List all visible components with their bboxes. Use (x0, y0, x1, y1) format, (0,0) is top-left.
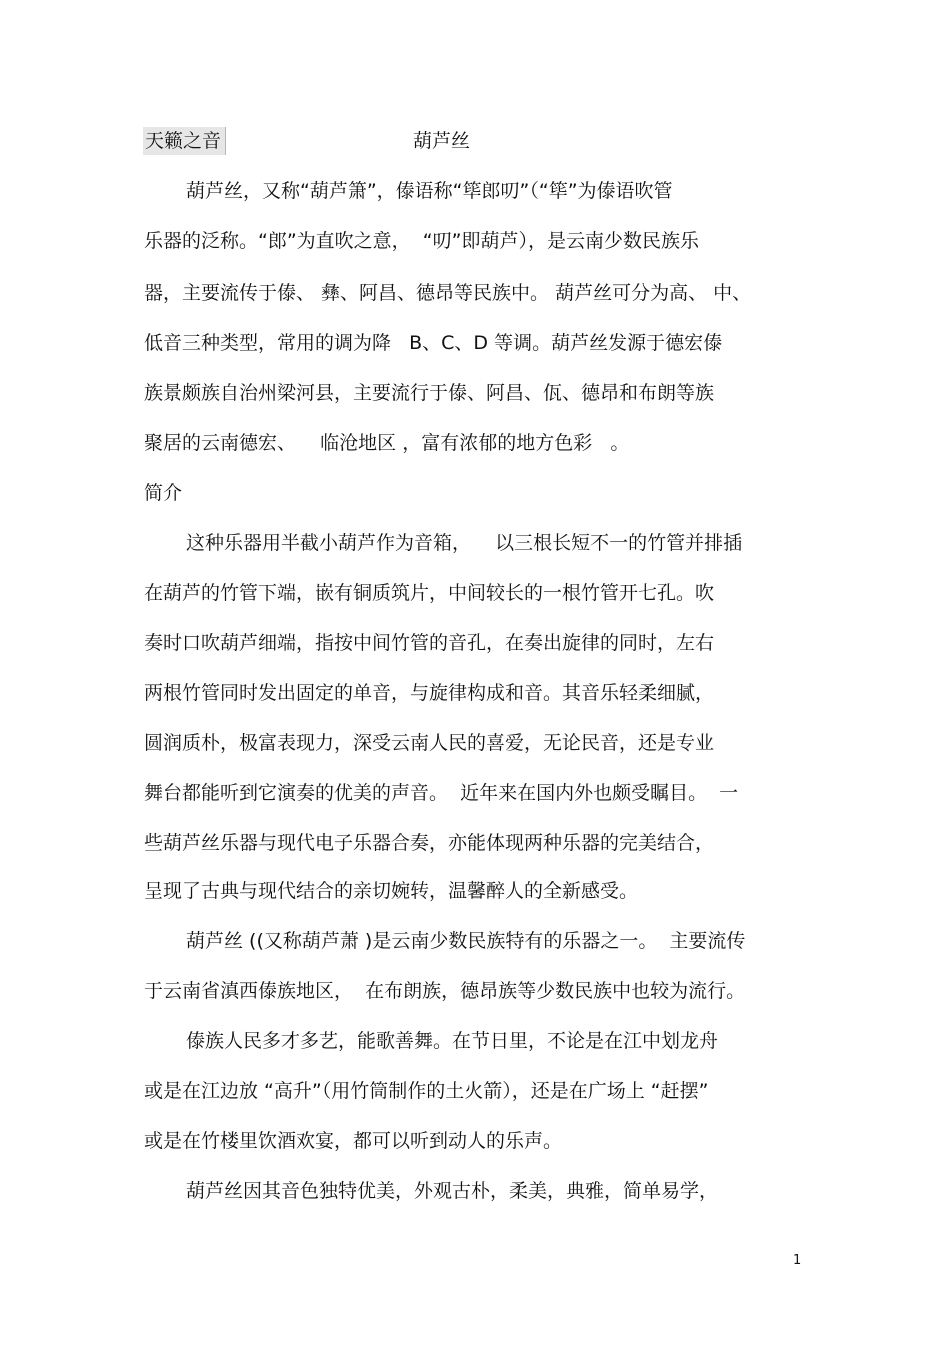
text-line: 或是在竹楼里饮酒欢宴，都可以听到动人的乐声。 (144, 1130, 563, 1152)
text-line: 些葫芦丝乐器与现代电子乐器合奏，亦能体现两种乐器的完美结合， (144, 832, 715, 854)
text-line: 舞台都能听到它演奏的优美的声音。 近年来在国内外也颇受瞩目。 一 (144, 782, 739, 804)
text-line: 乐器的泛称。“郎”为直吹之意， “叨”即葫芦），是云南少数民族乐 (144, 230, 699, 252)
text-line: 两根竹管同时发出固定的单音，与旋律构成和音。其音乐轻柔细腻， (144, 682, 715, 704)
text-line: 葫芦丝 ((又称葫芦萧 )是云南少数民族特有的乐器之一。 主要流传 (186, 930, 746, 952)
text-line: 葫芦丝因其音色独特优美，外观古朴，柔美，典雅，简单易学， (186, 1180, 719, 1202)
text-line: 于云南省滇西傣族地区， 在布朗族，德昂族等少数民族中也较为流行。 (144, 980, 746, 1002)
text-line: 器，主要流传于傣、 彝、阿昌、德昂等民族中。 葫芦丝可分为高、 中、 (144, 282, 752, 304)
header-tag: 天籁之音 (143, 127, 226, 155)
text-line: 奏时口吹葫芦细端，指按中间竹管的音孔，在奏出旋律的同时，左右 (144, 632, 715, 654)
text-line: 或是在江边放 “高升”（用竹筒制作的土火箭），还是在广场上 “赶摆” (144, 1080, 709, 1102)
section-heading: 简介 (144, 482, 183, 504)
text-line: 族景颇族自治州梁河县，主要流行于傣、阿昌、佤、德昂和布朗等族 (144, 382, 715, 404)
text-line: 呈现了古典与现代结合的亲切婉转，温馨醉人的全新感受。 (144, 880, 639, 902)
text-line: 这种乐器用半截小葫芦作为音箱， 以三根长短不一的竹管并排插 (186, 532, 743, 554)
text-line: 葫芦丝，又称“葫芦箫”，傣语称“筚郎叨”（“筚”为傣语吹管 (186, 180, 673, 202)
text-line: 聚居的云南德宏、 临沧地区 ，富有浓郁的地方色彩 。 (144, 432, 630, 454)
text-line: 低音三种类型，常用的调为降 B、C、D 等调。葫芦丝发源于德宏傣 (144, 332, 723, 354)
text-line: 傣族人民多才多艺，能歌善舞。在节日里，不论是在江中划龙舟 (186, 1030, 719, 1052)
page-number: 1 (793, 1253, 802, 1268)
text-line: 圆润质朴，极富表现力，深受云南人民的喜爱，无论民音，还是专业 (144, 732, 715, 754)
document-title: 葫芦丝 (413, 130, 471, 152)
text-line: 在葫芦的竹管下端，嵌有铜质筑片，中间较长的一根竹管开七孔。吹 (144, 582, 715, 604)
